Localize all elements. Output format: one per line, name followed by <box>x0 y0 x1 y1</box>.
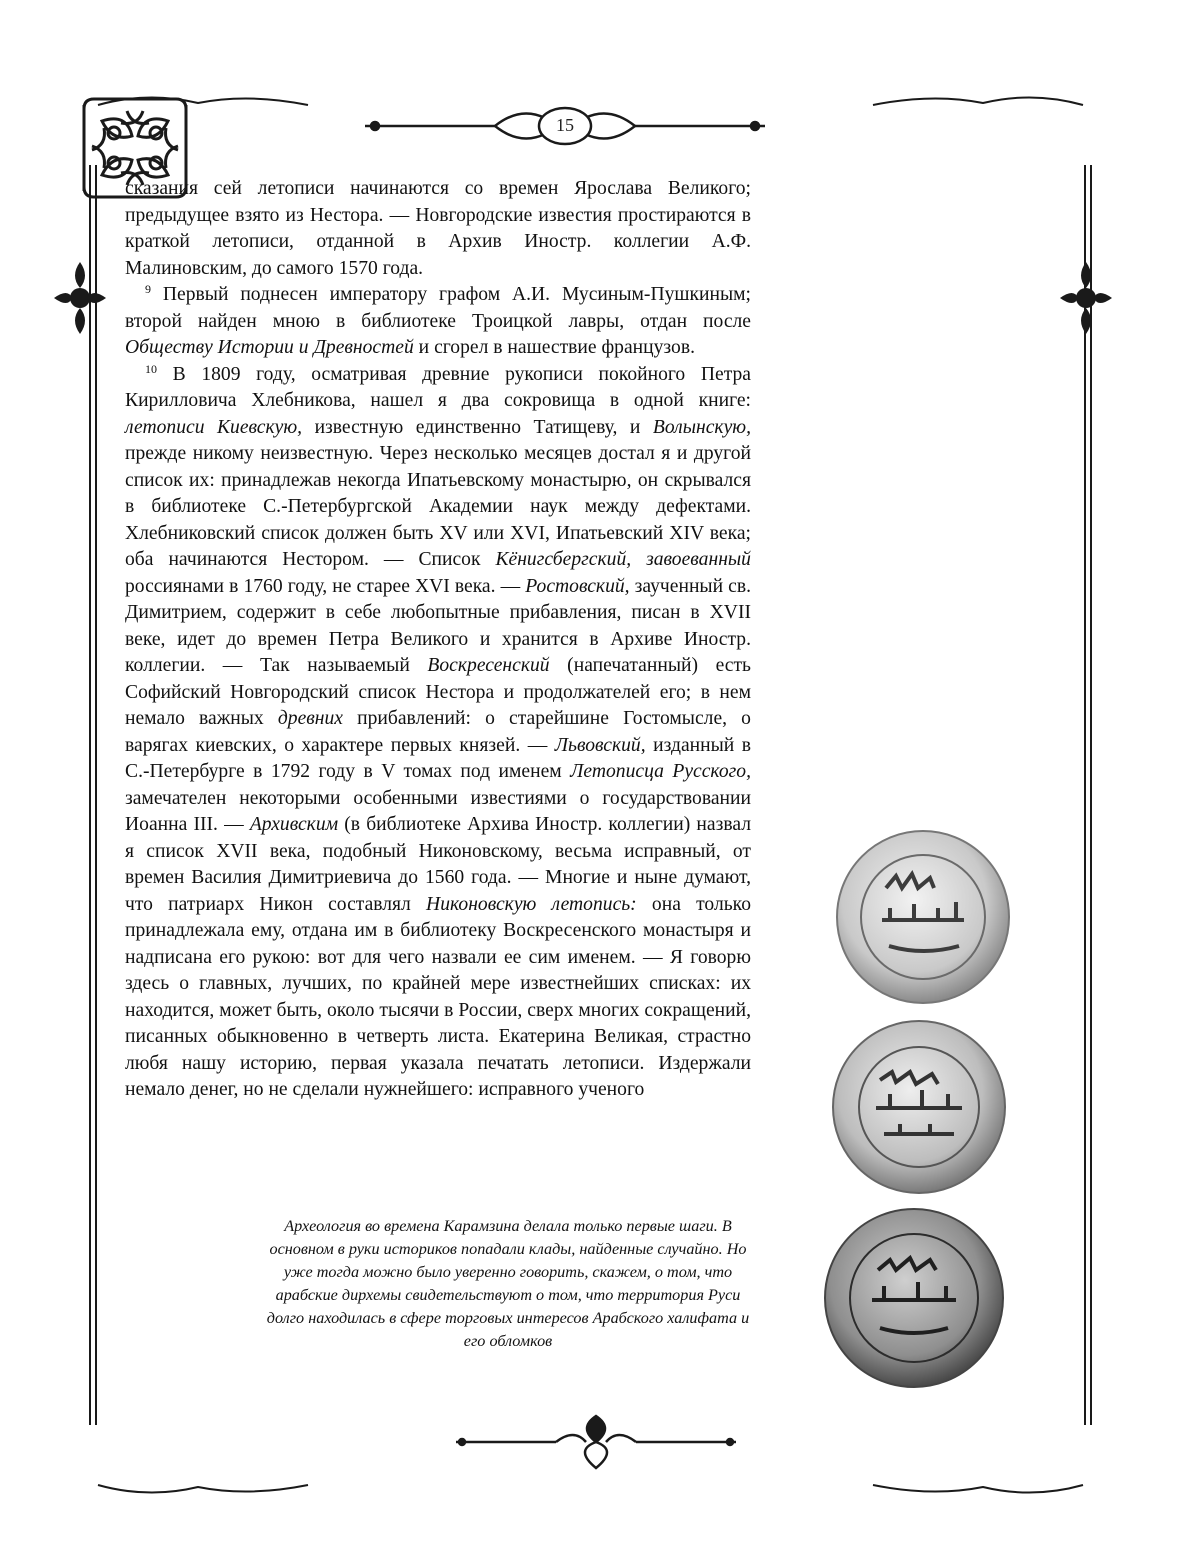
footnote-italic: летописи Киевскую, <box>125 416 303 438</box>
footnote-text: россиянами в 1760 году, не старее XVI века. — <box>125 575 526 597</box>
footnote-text: изданный в С.-Петербурге в 1792 году в V томах под именем <box>125 734 751 782</box>
footnote-text: (напечатанный) есть Софийский Новгородский список Нестора и продолжателей его; в нем немало важных <box>125 655 751 729</box>
footnote-text: прежде никому неизвестную. Через несколько месяцев достал я и другой список их: принадлежав некогда Ипатьевскому монастырю, он скрывался в библиотеке С.-Петербургской Академии наук между дефектами. Хлебниковский список должен быть XV или XVI, Ипатьевский XIV века; оба начинаются Нестором. — Список <box>125 443 751 570</box>
footnote-text: В 1809 году, осматривая древние рукописи покойного Петра Кирилловича Хлебникова, нашел я два сокровища в одной книге: <box>125 363 751 411</box>
footnote-italic: Кёнигсбергский, завоеванный <box>495 549 751 570</box>
footnote-italic: Обществу Истории и Древностей <box>125 337 414 358</box>
footnote-italic: Воскресенский <box>427 655 550 676</box>
footnote-marker: 9 <box>145 282 151 296</box>
footnote-text: (в библиотеке Архива Иностр. коллегии) назвал я список XVII века, подобный Никоновскому, весьма исправный, от времен Василия Димитриевича до 1560 года. — Многие и ныне думают, что патриарх Никон составлял <box>125 814 751 915</box>
footnote-text: замечателен некоторыми особенными известиями о государствовании Иоанна III. — <box>125 787 751 835</box>
paragraph-continuation: сказания сей летописи начинаются со времен Ярослава Великого; предыдущее взято из Нестора. — Новгородские известия простираются в краткой летописи, отданной в Архив Иностр. коллегии А.Ф. Малиновским, до самого 1570 года. <box>125 178 751 279</box>
footnote-italic: древних <box>277 708 343 729</box>
footnote-italic: Ростовский, <box>525 575 630 597</box>
footnote-text: Первый поднесен императору графом А.И. Мусиным-Пушкиным; второй найден мною в библиотеке Троицкой лавры, отдан после <box>125 284 751 332</box>
footnote-text: и сгорел в нашествие французов. <box>413 337 696 358</box>
fleuron-icon <box>1058 258 1114 338</box>
footnote-9 <box>125 282 1013 362</box>
footnote-italic: Львовский, <box>554 734 646 756</box>
arabic-dirham-coin-icon <box>822 1206 1006 1390</box>
footnote-italic: Летописца Русского, <box>570 761 751 782</box>
flourish-divider-icon <box>446 1410 746 1470</box>
image-caption: Археология во времена Карамзина делала только первые шаги. В основном в руки историков попадали клады, найденные случайно. Но уже тогда можно было уверенно говорить, скажем, о том, что арабские дирхемы свидетельствуют о том, что территория Руси долго находилась в сфере торговых интересов Арабского халифата и его обломков <box>266 1217 750 1350</box>
footnote-text: известную единственно Татищеву, и <box>302 416 653 438</box>
footnote-text: заученный св. Димитрием, содержит в себе любопытные прибавления, писан в XVII веке, идет до времен Петра Великого и хранится в Архиве Иностр. коллегии. — Так называемый <box>125 575 752 676</box>
fleuron-icon <box>52 258 108 338</box>
footnote-marker: 10 <box>145 361 157 376</box>
arabic-dirham-coin-icon <box>830 1018 1008 1196</box>
footnote-italic: Архивским <box>249 814 339 835</box>
page-number: 15 <box>556 115 574 135</box>
footnote-italic: Волынскую, <box>652 416 751 438</box>
arabic-dirham-coin-icon <box>834 828 1012 1006</box>
footnote-text: она только принадлежала ему, отдана им в библиотеку Воскресенского монастыря и надписана его рукою: вот для чего назвали ее сим именем. — Я говорю здесь о главных, лучших, по крайней мере известнейших списках: их находится, может быть, около тысячи в России, сверх многих сокращений, писанных обыкновенно в четверть листа. Екатерина Великая, страстно любя нашу историю, первая указала печатать летописи. Издержали немало денег, но не сделали нужнейшего: исправного ученого <box>125 893 752 1100</box>
footnote-text: прибавлений: о старейшине Гостомысле, о варягах киевских, о характере первых князей. — <box>125 708 751 756</box>
footnote-italic: Никоновскую летопись: <box>426 893 637 915</box>
